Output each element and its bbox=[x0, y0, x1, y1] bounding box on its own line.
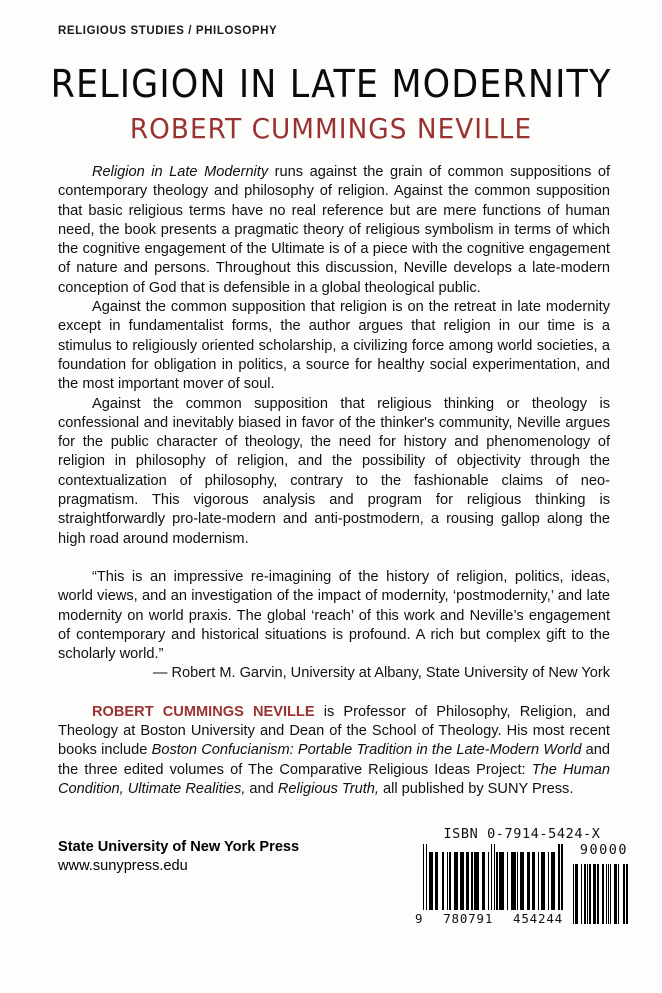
author-bio-name: ROBERT CUMMINGS NEVILLE bbox=[92, 703, 315, 720]
blurb-quote: “This is an impressive re-imagining of the history of religion, politics, ideas, world views, and an investigation of the impact of modernity, ‘postmodernity,’ and late modernity on world praxis. The global ‘reach’ of this work and Neville’s engagement of contemporary and historical situations is profound. A rich but complex gift to the scholarly world.” bbox=[58, 568, 610, 663]
ean13-digit-group-right: 454244 bbox=[513, 911, 563, 926]
publisher-block bbox=[58, 838, 299, 876]
spacer-before-bio bbox=[58, 684, 610, 703]
spacer-before-blurb bbox=[58, 549, 610, 568]
author-bio bbox=[58, 703, 610, 799]
book-title: RELIGION IN LATE MODERNITY bbox=[50, 62, 612, 106]
book-title-italic-1: Boston Confucianism: Portable Tradition in the Late-Modern World bbox=[151, 742, 582, 759]
ean13-digit-group-mid: 780791 bbox=[443, 911, 494, 926]
book-title-italic-2: The Human Condition, Ultimate Realities, bbox=[58, 761, 610, 797]
description-paragraph-3: Against the common supposition that religious thinking or theology is confessional and inevitably biased in favor of the thinker's community, Neville argues for the public character of theology, the need for history and phenomenology of religion in philosophy of religion, and the possibility of objectivity through the contextualization of philosophy, contrary to the fashionable claims of neo-pragmatism. This vigorous analysis and program for religious thinking is straightforwardly pro-late-modern and anti-postmodern, a rousing gallop along the high road around modernism. bbox=[58, 395, 610, 547]
ean5-supplement-barcode bbox=[572, 844, 628, 924]
author-bio-segment-4: all published by SUNY Press. bbox=[378, 780, 574, 797]
isbn-label: ISBN 0-7914-5424-X bbox=[443, 826, 601, 842]
book-author-name: ROBERT CUMMINGS NEVILLE bbox=[129, 112, 533, 145]
author-bio-segment-1: is Professor of Philosophy, Religion, and Theology at Boston University and Dean of the School of Theology. His most recent books include bbox=[58, 703, 611, 759]
barcode-block bbox=[416, 826, 628, 926]
ean13-bars bbox=[423, 844, 563, 910]
title-mention-italic: Religion in Late Modernity bbox=[92, 164, 269, 180]
ean5-digits: 90000 bbox=[579, 842, 628, 858]
description-paragraph-1 bbox=[58, 163, 610, 298]
ean13-barcode bbox=[415, 844, 563, 926]
publisher-url[interactable]: www.sunypress.edu bbox=[58, 858, 188, 874]
book-title-italic-3: Religious Truth, bbox=[277, 780, 379, 797]
ean13-digit-group-left: 9 bbox=[415, 911, 424, 926]
author-bio-segment-3: and bbox=[245, 780, 278, 797]
ean13-human-readable bbox=[415, 911, 563, 926]
blurb-attribution: — Robert M. Garvin, University at Albany, State University of New York bbox=[152, 665, 610, 682]
description-paragraph-2: Against the common supposition that religion is on the retreat in late modernity except in fundamentalist forms, the author argues that religion in our time is a stimulus to religiously oriented scholarship, a civilizing force among world societies, a foundation for obligation in politics, a source for healthy social experimentation, and the most important mover of soul. bbox=[58, 299, 610, 393]
publisher-name: State University of New York Press bbox=[58, 839, 300, 855]
barcode-bars-row bbox=[416, 844, 628, 926]
back-cover-copy bbox=[58, 163, 610, 799]
category-line: RELIGIOUS STUDIES / PHILOSOPHY bbox=[58, 25, 278, 37]
ean5-bars bbox=[572, 858, 628, 924]
description-paragraph-1-rest: runs against the grain of common suppositions of contemporary theology and philosophy of religion. Against the common supposition that basic religious terms have no real reference but are mere functions of human need, the book presents a pragmatic theory of religious symbolism in terms of which the cognitive engagement of the Ultimate is of a piece with the cognitive engagement of nature and persons. Throughout this discussion, Neville develops a late-modern conception of God that is defensible in a global theological public. bbox=[58, 164, 610, 296]
author-bio-segment-2: and the three edited volumes of The Comparative Religious Ideas Project: bbox=[58, 742, 610, 778]
